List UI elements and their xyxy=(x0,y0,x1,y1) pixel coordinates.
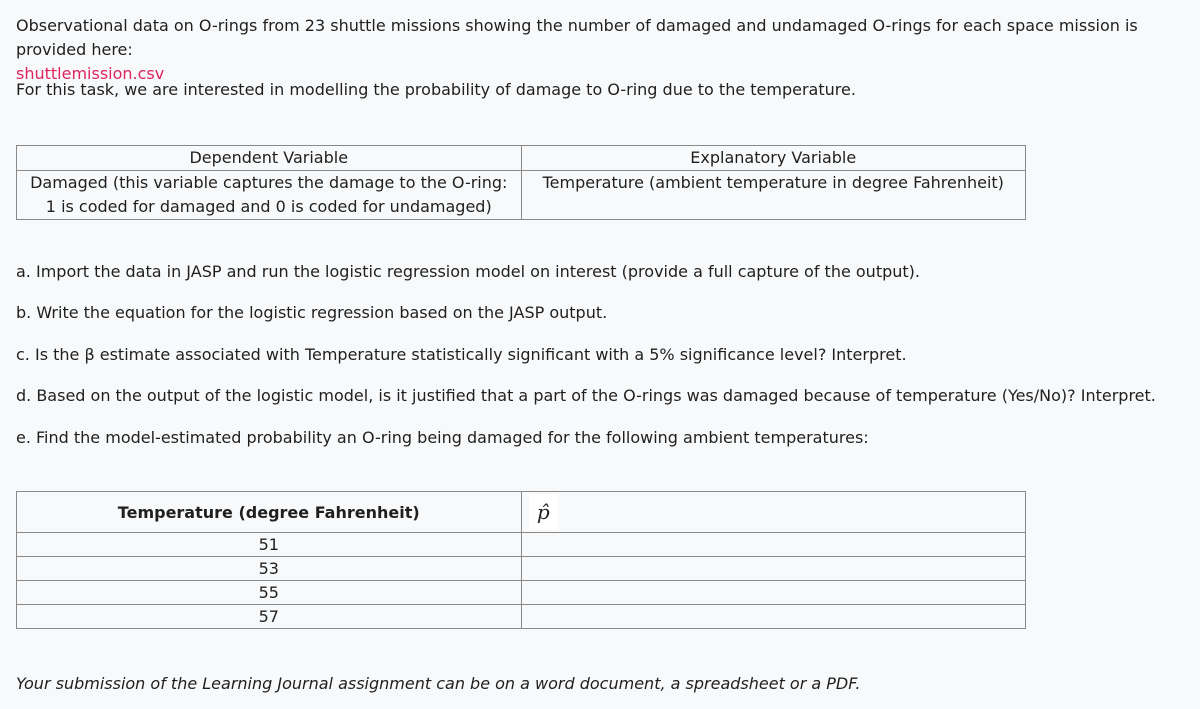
dependent-variable-cell: Damaged (this variable captures the damage to the O-ring: 1 is coded for damaged and 0 is coded for undamaged) xyxy=(17,171,522,220)
submission-note: Your submission of the Learning Journal assignment can be on a word document, a spreadsheet or a PDF. xyxy=(16,674,861,693)
table-row xyxy=(17,533,1026,557)
p-hat-header-cell xyxy=(521,492,1026,533)
temperature-cell: 57 xyxy=(17,605,522,629)
dependent-variable-header: Dependent Variable xyxy=(17,146,522,171)
table-row xyxy=(17,605,1026,629)
intro-text: Observational data on O-rings from 23 shuttle missions showing the number of damaged and undamaged O-rings for each space mission is provided here: xyxy=(16,16,1138,59)
table-row xyxy=(17,581,1026,605)
probability-answer-cell[interactable] xyxy=(521,605,1026,629)
temperature-cell: 55 xyxy=(17,581,522,605)
table-row xyxy=(17,557,1026,581)
question-e: e. Find the model-estimated probability an O-ring being damaged for the following ambient temperatures: xyxy=(16,428,869,447)
probability-answer-cell[interactable] xyxy=(521,581,1026,605)
temperature-header: Temperature (degree Fahrenheit) xyxy=(17,492,522,533)
probability-answer-cell[interactable] xyxy=(521,533,1026,557)
explanatory-variable-cell: Temperature (ambient temperature in degree Fahrenheit) xyxy=(521,171,1026,220)
question-c: c. Is the β estimate associated with Temperature statistically significant with a 5% significance level? Interpret. xyxy=(16,345,907,364)
variables-table xyxy=(16,145,1026,220)
explanatory-variable-header: Explanatory Variable xyxy=(521,146,1026,171)
p-hat-symbol: p̂ xyxy=(529,494,558,530)
temperature-cell: 53 xyxy=(17,557,522,581)
question-d: d. Based on the output of the logistic model, is it justified that a part of the O-rings was damaged because of temperature (Yes/No)? Interpret. xyxy=(16,386,1156,405)
intro-paragraph xyxy=(16,14,1186,86)
shuttlemission-csv-link[interactable]: shuttlemission.csv xyxy=(16,64,165,83)
probability-answer-cell[interactable] xyxy=(521,557,1026,581)
temperature-cell: 51 xyxy=(17,533,522,557)
probability-table xyxy=(16,491,1026,629)
question-b: b. Write the equation for the logistic regression based on the JASP output. xyxy=(16,303,608,322)
question-a: a. Import the data in JASP and run the logistic regression model on interest (provide a full capture of the output). xyxy=(16,262,920,281)
task-statement: For this task, we are interested in modelling the probability of damage to O-ring due to the temperature. xyxy=(16,80,856,99)
